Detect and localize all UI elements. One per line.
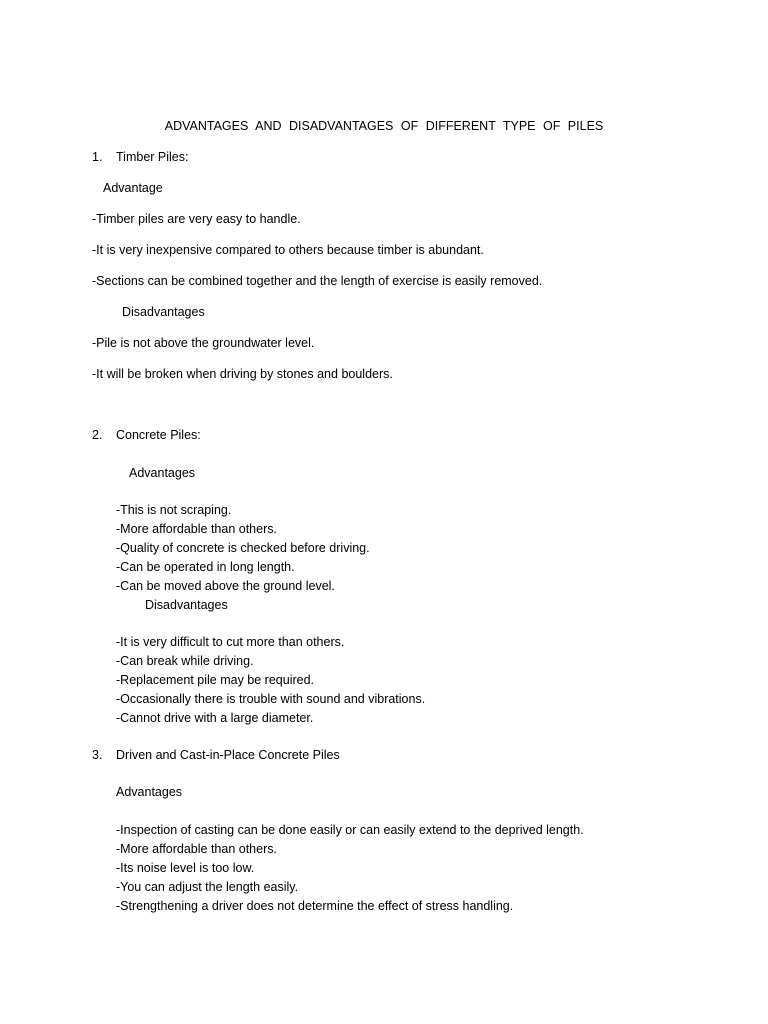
list-item: -Pile is not above the groundwater level. <box>92 336 315 350</box>
section-number: 2. <box>92 428 103 442</box>
list-item: -It will be broken when driving by stones and boulders. <box>92 367 393 381</box>
list-item: -Timber piles are very easy to handle. <box>92 212 301 226</box>
page-title: ADVANTAGES AND DISADVANTAGES OF DIFFERENT TYPE OF PILES <box>164 119 604 133</box>
list-item: -Strengthening a driver does not determine the effect of stress handling. <box>116 899 514 913</box>
section-number: 3. <box>92 748 103 762</box>
list-item: -Cannot drive with a large diameter. <box>116 711 314 725</box>
section-heading-driven-cast <box>92 748 340 763</box>
list-item: -More affordable than others. <box>116 522 277 536</box>
list-item: -Replacement pile may be required. <box>116 673 315 687</box>
disadvantages-label: Disadvantages <box>122 305 205 319</box>
list-item: -It is very difficult to cut more than others. <box>116 635 345 649</box>
list-item: -Inspection of casting can be done easily or can easily extend to the deprived length. <box>116 823 584 837</box>
list-item: -Can break while driving. <box>116 654 254 668</box>
advantages-label: Advantages <box>129 466 196 480</box>
section-title: Concrete Piles: <box>116 428 201 442</box>
list-item: -It is very inexpensive compared to others because timber is abundant. <box>92 243 484 257</box>
advantages-label: Advantages <box>116 785 183 799</box>
list-item: -Can be moved above the ground level. <box>116 579 335 593</box>
list-item: -You can adjust the length easily. <box>116 880 299 894</box>
section-number: 1. <box>92 150 103 164</box>
list-item: -Occasionally there is trouble with sound and vibrations. <box>116 692 426 706</box>
list-item: -Can be operated in long length. <box>116 560 295 574</box>
list-item: -Quality of concrete is checked before driving. <box>116 541 370 555</box>
disadvantages-label: Disadvantages <box>145 598 228 612</box>
section-heading-timber <box>92 150 188 165</box>
section-title: Timber Piles: <box>116 150 189 164</box>
list-item: -This is not scraping. <box>116 503 232 517</box>
list-item: -Its noise level is too low. <box>116 861 255 875</box>
list-item: -Sections can be combined together and the length of exercise is easily removed. <box>92 274 543 288</box>
list-item: -More affordable than others. <box>116 842 277 856</box>
advantages-label: Advantage <box>103 181 163 195</box>
section-heading-concrete <box>92 428 201 443</box>
section-title: Driven and Cast-in-Place Concrete Piles <box>116 748 340 762</box>
